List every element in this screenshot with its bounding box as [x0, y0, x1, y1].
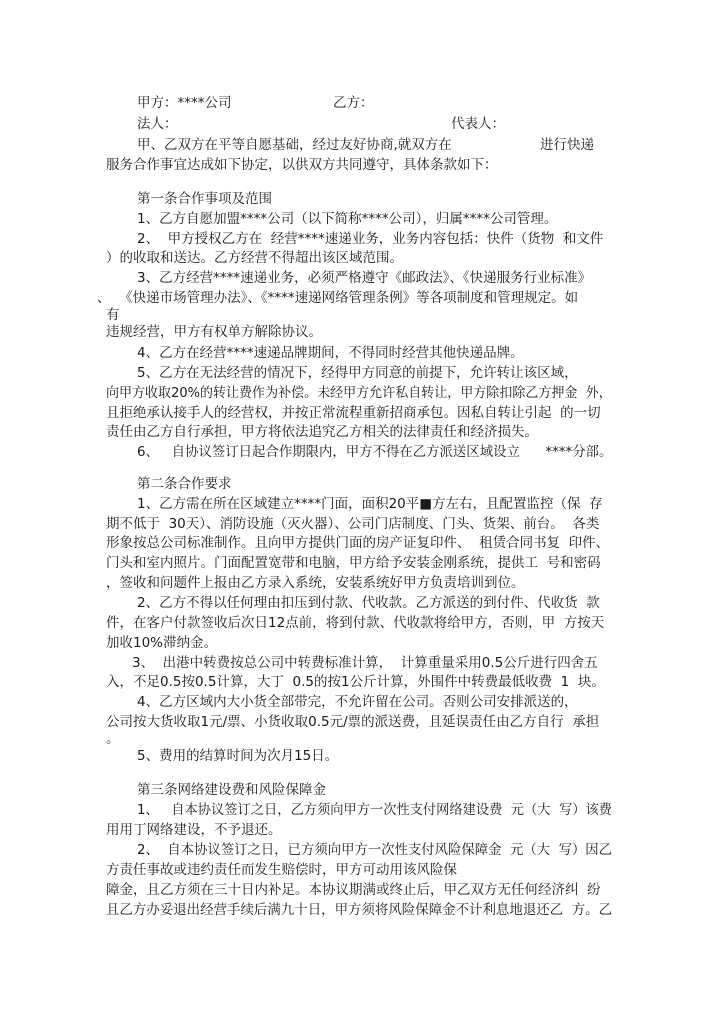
- intro-line-2: 服务合作事宜达成如下协定，以供双方共同遵守，具体条款如下：: [106, 157, 498, 173]
- party-b-label: 乙方：: [333, 95, 374, 111]
- legal-rep-label: 法人：: [137, 116, 178, 132]
- section-2-line: 5、费用的结算时间为次月15日。: [137, 748, 339, 764]
- section-3-line: 2、 自本协议签订之日，已方须向甲方一次性支付风险保障金 元（大 写）因乙: [137, 842, 613, 858]
- section-1-line: 且拒绝承认接手人的经营权，并按正常流程重新招商承包。因私自转让引起 的一切: [106, 405, 601, 421]
- section-2-line: 1、乙方需在所在区域建立****门面，面积20平■方左右，且配置监控（保 存: [137, 496, 603, 512]
- section-1-line: 向甲方收取20%的转让费作为补偿。未经甲方允许私自转让，甲方除扣除乙方押金 外，: [106, 385, 612, 401]
- section-1-line: 3、乙方经营****速递业务，必须严格遵守《邮政法》、《快递服务行业标准》: [137, 270, 592, 286]
- section-1-line: 责任由乙方自行承担，甲方将依法追究乙方相关的法律责任和经济损失。: [106, 424, 538, 440]
- section-2-line: 2、乙方不得以任何理由扣压到付款、代收款。乙方派送的到付件、代收货 款: [137, 595, 600, 611]
- section-2-line: 入，不足0.5按0.5计算，大丁 0.5的按1公斤计算，外围件中转费最低收费 1 块。: [106, 674, 605, 690]
- section-1-line: 、 《快递市场管理办法》、《****速递网络管理条例》等各项制度和管理规定。如: [97, 290, 579, 306]
- section-1-line: 4、乙方在经营****速递品牌期间，不得同时经营其他快递品牌。: [137, 345, 524, 361]
- section-2-line: 加收10%滞纳金。: [106, 635, 218, 651]
- section-2-line: 件，在客户付款签收后次日12点前，将到付款、代收款将给甲方，否则，甲 方按天: [106, 615, 605, 631]
- section-1-line: 违规经营，甲方有权单方解除协议。: [106, 324, 322, 340]
- section-2-line: 形象按总公司标准制作。且向甲方提供门面的房产证复印件、 租赁合同书复 印件、: [106, 535, 610, 551]
- section-3-title: 第三条网络建设费和风险保障金: [137, 782, 326, 798]
- section-3-line: 方责任事故或违约责任而发生赔偿时，甲方可动用该风险保: [106, 862, 457, 878]
- section-2-line: ，签收和问题件上报由乙方录入系统，安装系统好甲方负责培训到位。: [106, 575, 525, 591]
- section-3-line: 用用丁网络建设，不予退还。: [106, 822, 282, 838]
- section-3-line: 1、 自本协议签订之日，乙方须向甲方一次性支付网络建设费 元（大 写）该费: [137, 802, 612, 818]
- section-2-line: 门头和室内照片。门面配置宽带和电脑，甲方给予安装金刚系统，提供工 号和密码: [106, 555, 601, 571]
- intro-line-1b: 进行快递: [540, 137, 594, 153]
- section-1-title: 第一条合作事项及范围: [137, 191, 272, 207]
- section-2-title: 第二条合作要求: [137, 476, 232, 492]
- representative-label: 代表人：: [451, 116, 505, 132]
- section-2-line: 。: [106, 731, 120, 747]
- section-1-line: ）的收取和送达。乙方经营不得超出该区域范围。: [106, 250, 403, 266]
- section-1-line: 6、 自协议签订日起合作期限内，甲方不得在乙方派送区域设立 ****分部。: [137, 444, 613, 460]
- section-1-line: 5、乙方在无法经营的情况下，经得甲方同意的前提下，允许转让该区域，: [137, 365, 578, 381]
- intro-line-1a: 甲、乙双方在平等自愿基础，经过友好协商,就双方在: [137, 137, 452, 153]
- section-2-line: 公司按大货收取1元/票、小货收取0.5元/票的派送费，且延误责任由乙方自行 承担: [106, 714, 600, 730]
- party-a-label: 甲方：****公司: [137, 95, 232, 111]
- section-3-line: 且乙方办妥退出经营手续后满九十日，甲方须将风险保障金不计利息地退还乙 方。乙: [106, 902, 613, 918]
- section-1-line: 2、 甲方授权乙方在 经营****速递业务，业务内容包括：快件（货物 和文件: [137, 231, 604, 247]
- section-3-line: 障金，且乙方须在三十日内补足。本协议期满或终止后，甲乙双方无任何经济纠 纷: [106, 882, 601, 898]
- section-1-line: 1、乙方自愿加盟****公司（以下简称****公司），归属****公司管理。: [137, 211, 558, 227]
- section-2-line: 3、 出港中转费按总公司中转费标准计算， 计算重量采用0.5公斤进行四舍五: [132, 655, 598, 671]
- section-1-line: 有: [106, 307, 120, 323]
- section-2-line: 期不低于 30天）、消防设施（灭火器）、公司门店制度、门头、货架、前台。 各类: [106, 516, 600, 532]
- section-2-line: 4、乙方区域内大小货全部带完，不允许留在公司。否则公司安排派送的，: [137, 694, 578, 710]
